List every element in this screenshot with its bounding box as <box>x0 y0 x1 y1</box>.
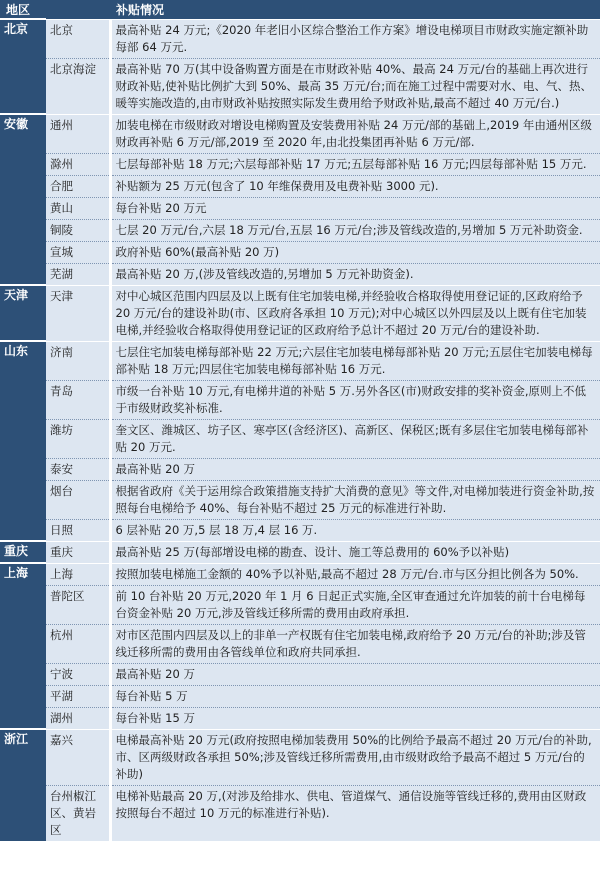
table-row <box>0 624 600 663</box>
table-row <box>0 480 600 519</box>
table-row <box>0 175 600 197</box>
policy-cell: 补贴额为 25 万元(包含了 10 年维保费用及电费补贴 3000 元). <box>110 175 600 197</box>
policy-cell: 6 层补贴 20 万,5 层 18 万,4 层 16 万. <box>110 519 600 541</box>
city-cell: 铜陵 <box>46 219 110 241</box>
city-cell: 普陀区 <box>46 585 110 624</box>
city-cell: 重庆 <box>46 541 110 563</box>
city-cell: 台州椒江区、黄岩区 <box>46 785 110 841</box>
policy-cell: 对市区范围内四层及以上的非单一产权既有住宅加装电梯,政府给予 20 万元/台的补助;涉及管线迁移所需的费用由各管线单位和政府共同承担. <box>110 624 600 663</box>
city-cell: 上海 <box>46 563 110 585</box>
table-row <box>0 153 600 175</box>
city-cell: 滁州 <box>46 153 110 175</box>
table-row <box>0 458 600 480</box>
table-row <box>0 563 600 585</box>
policy-cell: 前 10 台补贴 20 万元,2020 年 1 月 6 日起正式实施,全区审查通过允许加装的前十台电梯每台资金补贴 20 万元,涉及管线迁移所需的费用由政府承担. <box>110 585 600 624</box>
city-cell: 日照 <box>46 519 110 541</box>
table-row <box>0 285 600 341</box>
city-cell: 湖州 <box>46 707 110 729</box>
policy-cell: 政府补贴 60%(最高补贴 20 万) <box>110 241 600 263</box>
policy-cell: 七层 20 万元/台,六层 18 万元/台,五层 16 万元/台;涉及管线改造的,另增加 5 万元补助资金. <box>110 219 600 241</box>
table-row <box>0 263 600 285</box>
region-label: 上海 <box>0 563 46 729</box>
table-row <box>0 685 600 707</box>
city-cell: 天津 <box>46 285 110 341</box>
policy-cell: 七层住宅加装电梯每部补贴 22 万元;六层住宅加装电梯每部补贴 20 万元;五层住宅加装电梯每部补贴 18 万元;四层住宅加装电梯每部补贴 16 万元. <box>110 341 600 380</box>
city-cell: 合肥 <box>46 175 110 197</box>
policy-cell: 最高补贴 70 万(其中设备购置方面是在市财政补贴 40%、最高 24 万元/台的基础上再次进行财政补贴,使补贴比例扩大到 50%、最高 35 万元/台;而在施工过程中需要对水、电、气、热、暖等实施改造的,由市财政补贴按照实际发生费用给予财政补贴,最高不超过 40 万元/台.) <box>110 58 600 114</box>
policy-cell: 每台补贴 5 万 <box>110 685 600 707</box>
city-cell: 芜湖 <box>46 263 110 285</box>
policy-cell: 加装电梯在市级财政对增设电梯购置及安装费用补贴 24 万元/部的基础上,2019 年由通州区级财政再补贴 6 万元/部,2019 至 2020 年,由北投集团再补贴 6 万元/部. <box>110 114 600 153</box>
city-cell: 通州 <box>46 114 110 153</box>
city-cell: 黄山 <box>46 197 110 219</box>
city-cell: 烟台 <box>46 480 110 519</box>
policy-cell: 每台补贴 15 万 <box>110 707 600 729</box>
table-body <box>0 19 600 841</box>
policy-cell: 最高补贴 20 万,(涉及管线改造的,另增加 5 万元补助资金). <box>110 263 600 285</box>
policy-cell: 对中心城区范围内四层及以上既有住宅加装电梯,并经验收合格取得使用登记证的,区政府给予 20 万元/台的建设补助(市、区政府各承担 10 万元);对中心城区以外四层及以上既有住宅加装电梯,并经验收合格取得使用登记证的区政府给予总计不超过 20 万元/台的建设补助. <box>110 285 600 341</box>
table-row <box>0 519 600 541</box>
policy-cell: 最高补贴 25 万(每部增设电梯的勘查、设计、施工等总费用的 60%予以补贴) <box>110 541 600 563</box>
table-row <box>0 785 600 841</box>
city-cell: 潍坊 <box>46 419 110 458</box>
table-row <box>0 58 600 114</box>
region-label: 天津 <box>0 285 46 341</box>
city-cell: 北京 <box>46 19 110 58</box>
city-cell: 宣城 <box>46 241 110 263</box>
header-policy: 补贴情况 <box>110 0 600 19</box>
policy-cell: 电梯最高补贴 20 万元(政府按照电梯加装费用 50%的比例给予最高不超过 20 万元/台的补助,市、区两级财政各承担 50%;涉及管线迁移所需费用,由市级财政给予最高不超过 5 万元/台的补助) <box>110 729 600 785</box>
region-label: 山东 <box>0 341 46 541</box>
policy-cell: 最高补贴 24 万元;《2020 年老旧小区综合整治工作方案》增设电梯项目市财政实施定额补助每部 64 万元. <box>110 19 600 58</box>
policy-cell: 七层每部补贴 18 万元;六层每部补贴 17 万元;五层每部补贴 16 万元;四层每部补贴 15 万元. <box>110 153 600 175</box>
city-cell: 宁波 <box>46 663 110 685</box>
table-row <box>0 585 600 624</box>
policy-cell: 奎文区、潍城区、坊子区、寒亭区(含经济区)、高新区、保税区;既有多层住宅加装电梯每部补贴 20 万元. <box>110 419 600 458</box>
table-row <box>0 380 600 419</box>
table-row <box>0 707 600 729</box>
policy-cell: 市级一台补贴 10 万元,有电梯井道的补贴 5 万.另外各区(市)财政安排的奖补资金,原则上不低于市级财政奖补标准. <box>110 380 600 419</box>
city-cell: 嘉兴 <box>46 729 110 785</box>
city-cell: 泰安 <box>46 458 110 480</box>
table-row <box>0 729 600 785</box>
city-cell: 杭州 <box>46 624 110 663</box>
table-row <box>0 219 600 241</box>
table-row <box>0 114 600 153</box>
region-label: 浙江 <box>0 729 46 841</box>
region-label: 北京 <box>0 19 46 114</box>
table-row <box>0 341 600 380</box>
city-cell: 济南 <box>46 341 110 380</box>
header-region: 地区 <box>0 0 46 19</box>
policy-cell: 电梯补贴最高 20 万,(对涉及给排水、供电、管道煤气、通信设施等管线迁移的,费用由区财政按照每台不超过 10 万元的标准进行补贴). <box>110 785 600 841</box>
policy-cell: 最高补贴 20 万 <box>110 663 600 685</box>
table-row <box>0 663 600 685</box>
city-cell: 平湖 <box>46 685 110 707</box>
city-cell: 北京海淀 <box>46 58 110 114</box>
policy-cell: 按照加装电梯施工金额的 40%予以补贴,最高不超过 28 万元/台.市与区分担比例各为 50%. <box>110 563 600 585</box>
policy-cell: 每台补贴 20 万元 <box>110 197 600 219</box>
table-row <box>0 197 600 219</box>
city-cell: 青岛 <box>46 380 110 419</box>
table-header-row <box>0 0 600 19</box>
table-row <box>0 541 600 563</box>
policy-cell: 根据省政府《关于运用综合政策措施支持扩大消费的意见》等文件,对电梯加装进行资金补助,按照每台电梯给予 40%、每台补贴不超过 25 万元的标准进行补助. <box>110 480 600 519</box>
table-row <box>0 419 600 458</box>
region-label: 安徽 <box>0 114 46 285</box>
table-row <box>0 19 600 58</box>
region-label: 重庆 <box>0 541 46 563</box>
table-row <box>0 241 600 263</box>
header-city <box>46 0 110 19</box>
policy-cell: 最高补贴 20 万 <box>110 458 600 480</box>
